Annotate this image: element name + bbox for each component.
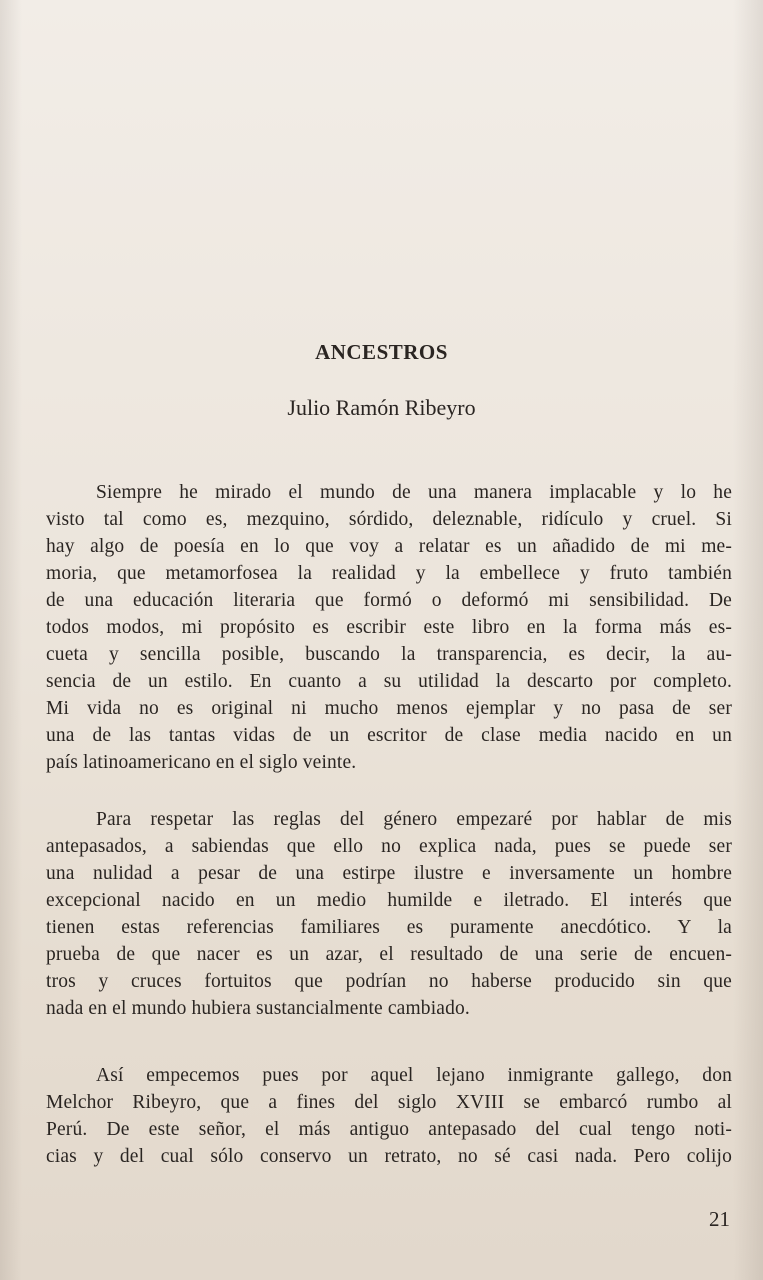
text-line: sencia de un estilo. En cuanto a su utilidad la descarto por completo.: [46, 671, 732, 692]
text-line: Para respetar las reglas del género empezaré por hablar de mis: [96, 809, 732, 830]
paragraph-3: [46, 1062, 732, 1170]
text-line: Siempre he mirado el mundo de una manera implacable y lo he: [96, 482, 732, 503]
text-line: Perú. De este señor, el más antiguo antepasado del cual tengo noti-: [46, 1119, 732, 1140]
text-line: una de las tantas vidas de un escritor de clase media nacido en un: [46, 725, 732, 746]
text-line: nada en el mundo hubiera sustancialmente cambiado.: [46, 998, 470, 1019]
text-line: Melchor Ribeyro, que a fines del siglo XVIII se embarcó rumbo al: [46, 1092, 732, 1113]
page-edge-shadow-right: [733, 0, 763, 1280]
chapter-title: ANCESTROS: [315, 340, 448, 364]
text-line: visto tal como es, mezquino, sórdido, deleznable, ridículo y cruel. Si: [46, 509, 732, 530]
text-line: Mi vida no es original ni mucho menos ejemplar y no pasa de ser: [46, 698, 732, 719]
text-line: cueta y sencilla posible, buscando la transparencia, es decir, la au-: [46, 644, 732, 665]
text-line: de una educación literaria que formó o deformó mi sensibilidad. De: [46, 590, 732, 611]
text-line: excepcional nacido en un medio humilde e iletrado. El interés que: [46, 890, 732, 911]
page-edge-shadow-left: [0, 0, 22, 1280]
text-line: hay algo de poesía en lo que voy a relatar es un añadido de mi me-: [46, 536, 732, 557]
text-line: prueba de que nacer es un azar, el resultado de una serie de encuen-: [46, 944, 732, 965]
text-line: tienen estas referencias familiares es puramente anecdótico. Y la: [46, 917, 732, 938]
text-line: tros y cruces fortuitos que podrían no haberse producido sin que: [46, 971, 732, 992]
text-line: antepasados, a sabiendas que ello no explica nada, pues se puede ser: [46, 836, 732, 857]
text-line: moria, que metamorfosea la realidad y la embellece y fruto también: [46, 563, 732, 584]
text-line: cias y del cual sólo conservo un retrato, no sé casi nada. Pero colijo: [46, 1146, 732, 1167]
paragraph-2: [46, 806, 732, 1022]
author-name: Julio Ramón Ribeyro: [287, 395, 476, 420]
text-line: Así empecemos pues por aquel lejano inmigrante gallego, don: [96, 1065, 732, 1086]
text-line: país latinoamericano en el siglo veinte.: [46, 752, 357, 773]
text-line: una nulidad a pesar de una estirpe ilustre e inversamente un hombre: [46, 863, 732, 884]
text-line: todos modos, mi propósito es escribir este libro en la forma más es-: [46, 617, 732, 638]
paragraph-1: [46, 479, 732, 776]
page-number: 21: [709, 1207, 730, 1231]
